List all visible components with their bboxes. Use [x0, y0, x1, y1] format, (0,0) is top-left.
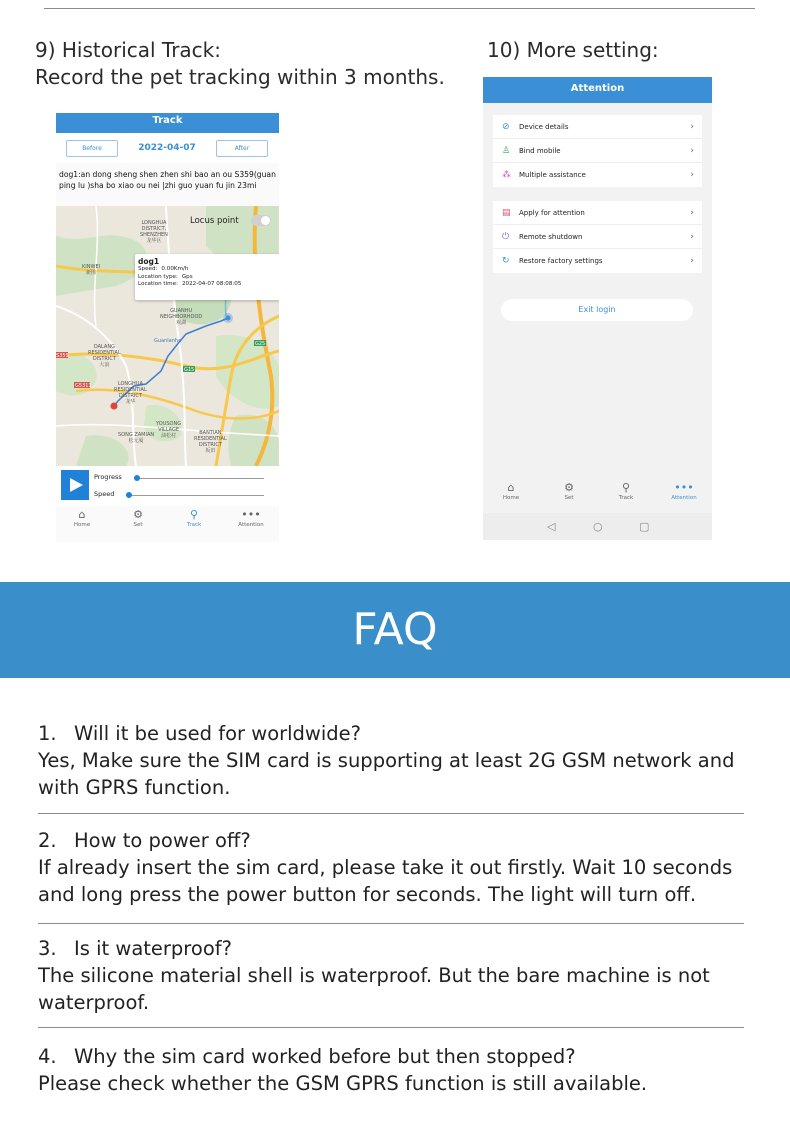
faq-item-2 [38, 827, 748, 908]
restore-factory-label: Restore factory settings [519, 257, 603, 265]
chevron-right-icon: › [690, 256, 694, 266]
remote-shutdown-item[interactable] [493, 225, 702, 249]
faq-divider [38, 1027, 744, 1028]
refresh-icon: ↻ [502, 256, 510, 266]
tab-track[interactable] [174, 508, 214, 528]
faq-question: Why the sim card worked before but then stopped? [74, 1045, 576, 1068]
popup-time-value: 2022-04-07 08:08:05 [181, 281, 242, 287]
map-label-songzamian: SONG ZAMIAN 松元厦 [118, 432, 155, 444]
map-label-g25: G25 [255, 341, 266, 347]
remote-shutdown-label: Remote shutdown [519, 233, 583, 241]
faq-question: Is it waterproof? [74, 937, 232, 960]
track-header: Track [56, 113, 279, 133]
after-button[interactable]: After [216, 140, 268, 157]
tab-home[interactable] [491, 481, 531, 501]
faq-number: 3. [38, 937, 57, 960]
user-icon: ♙ [502, 146, 511, 156]
multiple-assistance-label: Multiple assistance [519, 171, 586, 179]
historical-track-section [35, 37, 445, 91]
faq-number: 1. [38, 722, 57, 745]
power-icon: ⏻ [502, 232, 510, 242]
group-icon: ⁂ [502, 170, 511, 180]
faq-number: 4. [38, 1045, 57, 1068]
tab-home-label: Home [73, 522, 91, 528]
home-icon: ⌂ [507, 481, 515, 494]
historical-track-heading: 9) Historical Track: [35, 38, 221, 62]
chevron-right-icon: › [690, 146, 694, 156]
progress-label: Progress [94, 473, 122, 481]
recents-icon[interactable]: ▢ [639, 520, 650, 533]
tab-home-label: Home [502, 495, 520, 501]
attention-header: Attention [483, 77, 712, 103]
android-nav-bar [483, 513, 712, 540]
track-tab-bar [56, 506, 279, 542]
tab-attention[interactable] [231, 508, 271, 528]
before-button[interactable]: Before [66, 140, 118, 157]
settings-group-2 [493, 201, 702, 273]
chevron-right-icon: › [690, 232, 694, 242]
more-dots-icon: ••• [241, 508, 261, 521]
exit-login-button[interactable]: Exit login [501, 299, 693, 321]
map-label-s359: S359 [56, 353, 69, 359]
chevron-right-icon: › [690, 122, 694, 132]
faq-item-1 [38, 720, 748, 801]
popup-speed-label: Speed: [138, 266, 158, 272]
location-pin-icon: ⚲ [621, 481, 631, 494]
location-popup [135, 254, 279, 300]
bind-mobile-label: Bind mobile [519, 147, 561, 155]
address-text: dog1:an dong sheng shen zhen shi bao an ou S359(guan ping lu )sha bo xiao ou nei |zhi guo yuan fu jin 23mi [59, 170, 276, 190]
tab-home[interactable] [62, 508, 102, 528]
locus-point-toggle[interactable] [251, 215, 271, 226]
device-icon: ⊘ [502, 122, 510, 132]
apply-attention-label: Apply for attention [519, 209, 585, 217]
faq-answer: The silicone material shell is waterproof. But the bare machine is not waterproof. [38, 964, 710, 1014]
faq-divider [38, 813, 744, 814]
more-dots-icon: ••• [674, 481, 694, 494]
progress-handle[interactable] [134, 475, 140, 481]
historical-track-desc: Record the pet tracking within 3 months. [35, 65, 445, 89]
map-label-dalang: DALANG RESIDENTIAL DISTRICT 大浪 [88, 344, 121, 368]
faq-question: How to power off? [74, 829, 251, 852]
popup-time-label: Location time: [138, 281, 178, 287]
date-label[interactable]: 2022-04-07 [138, 143, 196, 153]
popup-type-label: Location type: [138, 273, 178, 280]
tab-track[interactable] [606, 481, 646, 501]
locus-point-label: Locus point [190, 216, 239, 226]
tab-set-label: Set [564, 495, 574, 501]
home-circle-icon[interactable]: ○ [593, 520, 603, 533]
popup-pet-name: dog1 [138, 257, 160, 266]
gear-icon: ⚙ [564, 481, 574, 494]
faq-item-3 [38, 935, 748, 1016]
map-label-longhua-residential: LONGHUA RESIDENTIAL DISTRICT 龙华 [114, 381, 147, 405]
faq-item-4 [38, 1043, 748, 1097]
tab-track-label: Track [186, 522, 202, 528]
apply-attention-item[interactable] [493, 201, 702, 225]
tab-set[interactable] [549, 481, 589, 501]
tab-attention[interactable] [664, 481, 704, 501]
multiple-assistance-item[interactable] [493, 163, 702, 187]
top-divider [44, 8, 755, 9]
date-selector [56, 133, 279, 163]
map-label-bantian: BANTIAN RESIDENTIAL DISTRICT 坂田 [194, 430, 227, 454]
track-screen [56, 113, 279, 542]
tab-attention-label: Attention [238, 522, 264, 528]
map-label-longhua: LONGHUA DISTRICT, SHENZHEN 龙华区 [140, 220, 168, 244]
playback-panel [56, 466, 279, 506]
attention-screen [483, 77, 712, 540]
home-icon: ⌂ [78, 508, 86, 521]
attention-tab-bar [483, 479, 712, 515]
chevron-right-icon: › [690, 170, 694, 180]
faq-answer: If already insert the sim card, please take it out firstly. Wait 10 seconds and long press the power button for seconds. The light will turn off. [38, 856, 733, 906]
more-setting-heading: 10) More setting: [487, 38, 659, 62]
restore-factory-item[interactable] [493, 249, 702, 273]
speed-handle[interactable] [126, 492, 132, 498]
device-details-label: Device details [519, 123, 569, 131]
speed-slider[interactable] [126, 495, 264, 496]
map-label-kinwei: KINWEI 新围 [82, 264, 101, 276]
faq-title: FAQ [352, 604, 438, 655]
settings-group-1 [493, 115, 702, 187]
more-setting-section [487, 37, 659, 64]
bind-mobile-item[interactable] [493, 139, 702, 163]
tab-set-label: Set [133, 522, 143, 528]
popup-speed-value: 0.00Km/h [161, 266, 189, 272]
faq-divider [38, 923, 744, 924]
map-label-guanlanhe: Guanlanhe [154, 338, 182, 344]
tab-attention-label: Attention [671, 495, 697, 501]
map-label-g5311: G5311 [75, 383, 92, 389]
back-icon[interactable]: ◁ [547, 520, 556, 533]
faq-banner [0, 582, 790, 678]
device-details-item[interactable] [493, 115, 702, 139]
map-label-guanhu: GUANHU NEIGHBORHOOD 观湖 [160, 308, 203, 326]
progress-slider[interactable] [134, 478, 264, 479]
location-pin-icon: ⚲ [189, 508, 199, 521]
map-label-g15: G15 [184, 367, 195, 373]
map-view[interactable] [56, 206, 279, 466]
popup-type-value: Gps [181, 273, 193, 280]
play-icon[interactable] [61, 470, 89, 500]
speed-label: Speed [94, 490, 115, 498]
faq-answer: Yes, Make sure the SIM card is supporting at least 2G GSM network and with GPRS function. [38, 749, 735, 799]
chevron-right-icon: › [690, 208, 694, 218]
tab-track-label: Track [618, 495, 634, 501]
document-icon: ▤ [502, 208, 511, 218]
faq-question: Will it be used for worldwide? [74, 722, 362, 745]
tab-set[interactable] [118, 508, 158, 528]
gear-icon: ⚙ [133, 508, 143, 521]
faq-answer: Please check whether the GSM GPRS function is still available. [38, 1072, 648, 1095]
map-label-yousong: YOUSONG VILLAGE 油松村 [156, 421, 182, 439]
faq-number: 2. [38, 829, 57, 852]
